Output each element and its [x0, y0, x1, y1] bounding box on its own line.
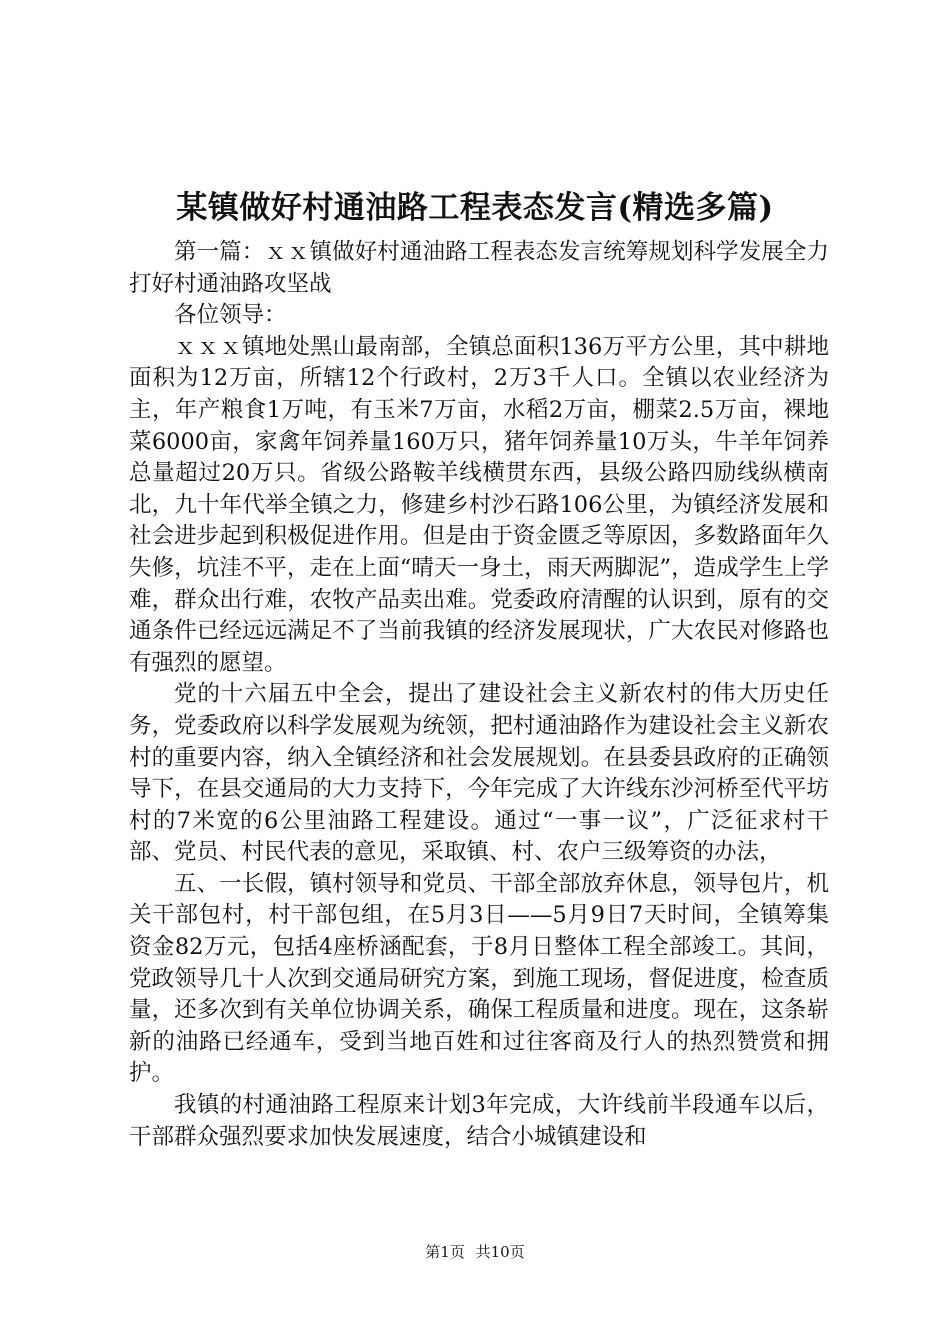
paragraph-may-holiday: 五、一长假，镇村领导和党员、干部全部放弃休息，领导包片，机关干部包村，村干部包组，在5月3日——5月9日7天时间，全镇筹集资金82万元，包括4座桥涵配套，于8月日整体工程全部竣工。其间，党政领导几十人次到交通局研究方案，到施工现场，督促进度，检查质量，还多次到有关单位协调关系，确保工程质量和进度。现在，这条崭新的油路已经通车，受到当地百姓和过往客商及行人的热烈赞赏和拥护。 [129, 870, 829, 1087]
document-body [129, 237, 829, 1153]
paragraph-salutation: 各位领导： [174, 302, 287, 329]
page-number: 第1页 [425, 1243, 465, 1261]
paragraph-chapter-heading: 第一篇：ｘｘ镇做好村通油路工程表态发言统筹规划科学发展全力打好村通油路攻坚战 [129, 239, 829, 297]
paragraph-plenary-session: 党的十六届五中全会，提出了建设社会主义新农村的伟大历史任务，党委政府以科学发展观为统领，把村通油路作为建设社会主义新农村的重要内容，纳入全镇经济和社会发展规划。在县委县政府的正确领导下，在县交通局的大力支持下，今年完成了大许线东沙河桥至代平坊村的7米宽的6公里油路工程建设。通过“一事一议”，广泛征求村干部、党员、村民代表的意见，采取镇、村、农户三级筹资的办法， [129, 681, 829, 866]
document-title: 某镇做好村通油路工程表态发言(精选多篇) [176, 190, 774, 226]
page-footer [0, 1242, 950, 1262]
paragraph-town-overview: ｘｘｘ镇地处黑山最南部，全镇总面积136万平方公里，其中耕地面积为12万亩，所辖12个行政村，2万3千人口。全镇以农业经济为主，年产粮食1万吨，有玉米7万亩，水稻2万亩，棚菜2.5万亩，裸地菜6000亩，家禽年饲养量160万只，猪年饲养量10万头，牛羊年饲养总量超过20万只。省级公路鞍羊线横贯东西，县级公路四励线纵横南北，九十年代举全镇之力，修建乡村沙石路106公里，为镇经济发展和社会进步起到积极促进作用。但是由于资金匮乏等原因，多数路面年久失修，坑洼不平，走在上面“晴天一身土，雨天两脚泥”，造成学生上学难，群众出行难，农牧产品卖出难。党委政府清醒的认识到，原有的交通条件已经远远满足不了当前我镇的经济发展现状，广大农民对修路也有强烈的愿望。 [129, 333, 829, 676]
page-total: 共10页 [475, 1243, 525, 1261]
paragraph-three-year-plan: 我镇的村通油路工程原来计划3年完成，大许线前半段通车以后，干部群众强烈要求加快发展速度，结合小城镇建设和 [129, 1092, 829, 1150]
